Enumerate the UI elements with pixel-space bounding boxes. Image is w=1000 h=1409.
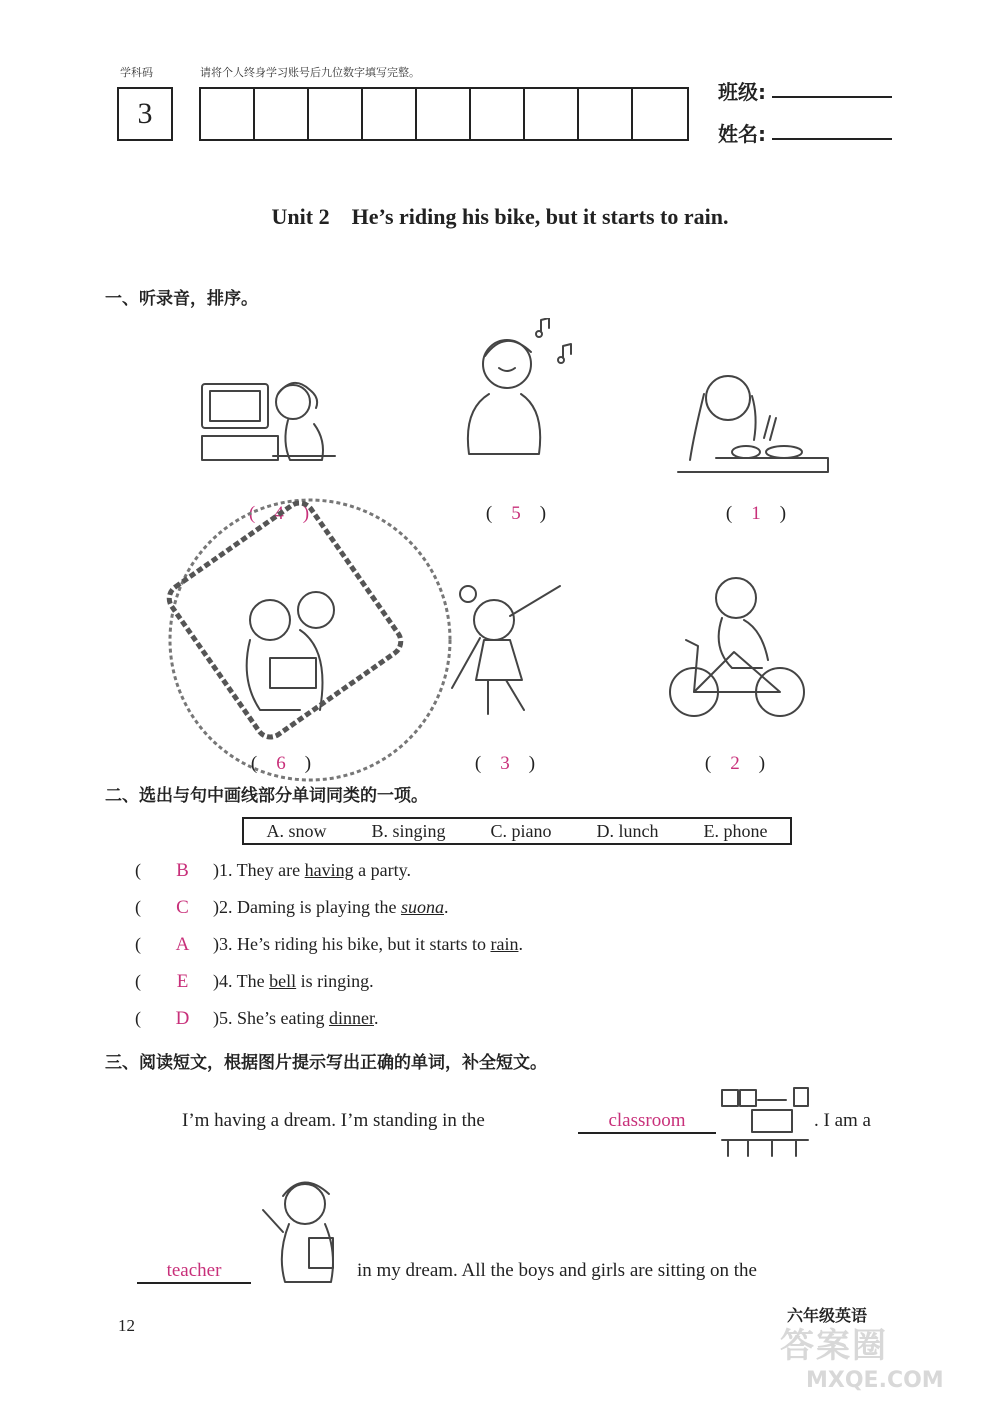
girl-dancing-icon [448, 572, 578, 722]
question-1 [135, 860, 411, 882]
blank-teacher[interactable]: teacher [137, 1260, 251, 1284]
answer-value: 5 [511, 503, 521, 524]
options-box [242, 817, 792, 845]
question-post: . [373, 1008, 379, 1028]
footer-label: 六年级英语 [787, 1306, 868, 1325]
class-label: 班级: [718, 80, 766, 104]
name-label: 姓名: [718, 122, 766, 146]
section1-heading: 一、听录音，排序。 [105, 289, 258, 309]
id-digit-box[interactable] [471, 89, 525, 139]
section2-heading: 二、选出与句中画线部分单词同类的一项。 [105, 786, 428, 806]
option-b: B. singing [371, 820, 446, 841]
id-digit-box[interactable] [525, 89, 579, 139]
girl-eating-icon [676, 368, 836, 478]
underlined-word: rain [490, 934, 519, 954]
subject-code-label: 学科码 [120, 66, 153, 79]
id-digit-box[interactable] [201, 89, 255, 139]
boy-music-icon [455, 318, 585, 478]
subject-code-box [117, 87, 173, 141]
question-pre: )5. She’s eating [213, 1008, 329, 1028]
classroom-icon [718, 1084, 814, 1164]
blank-classroom[interactable]: classroom [578, 1110, 716, 1134]
question-answer[interactable]: E [176, 971, 189, 992]
stamp-icon [160, 470, 460, 790]
answer-value: 1 [751, 503, 761, 524]
underlined-word: having [304, 860, 354, 880]
answer-value: 3 [500, 753, 510, 774]
question-text [213, 860, 411, 881]
underlined-word: dinner [328, 1008, 374, 1028]
class-field[interactable] [772, 96, 892, 98]
question-pre: )1. They are [213, 860, 305, 880]
question-text [213, 1008, 378, 1029]
name-field[interactable] [772, 138, 892, 140]
order-answer-6[interactable]: ( 2 ) [704, 753, 766, 774]
boy-bike-icon [664, 572, 809, 722]
question-answer[interactable]: B [176, 860, 189, 881]
section3-heading: 三、阅读短文，根据图片提示写出正确的单词，补全短文。 [105, 1053, 547, 1073]
id-digit-box[interactable] [417, 89, 471, 139]
underlined-word: suona [400, 897, 444, 917]
question-post: . [444, 897, 449, 917]
order-answer-1[interactable]: ( 4 ) [248, 503, 310, 524]
question-3 [135, 934, 523, 956]
watermark-url: MXQE.COM [806, 1368, 944, 1393]
question-4 [135, 971, 374, 993]
order-answer-5[interactable]: ( 3 ) [474, 753, 536, 774]
question-post: a party. [353, 860, 411, 880]
order-answer-4[interactable]: ( 6 ) [250, 753, 312, 774]
order-answer-2[interactable]: ( 5 ) [485, 503, 547, 524]
option-c: C. piano [490, 820, 552, 841]
id-digit-boxes[interactable] [199, 87, 689, 141]
question-answer[interactable]: A [175, 934, 190, 955]
question-answer[interactable]: C [176, 897, 189, 918]
subject-code: 3 [137, 97, 153, 130]
watermark-site: 答案圈 [780, 1326, 888, 1366]
option-d: D. lunch [596, 820, 659, 841]
question-post: is ringing. [296, 971, 374, 991]
id-digit-box[interactable] [255, 89, 309, 139]
option-e: E. phone [703, 820, 768, 841]
answer-value: 4 [274, 503, 284, 524]
id-instruction: 请将个人终身学习账号后九位数字填写完整。 [200, 66, 420, 79]
paren-open: ( [135, 1008, 141, 1028]
question-text [213, 897, 449, 918]
question-pre: )2. Daming is playing the [213, 897, 401, 917]
paren-open: ( [135, 934, 141, 954]
passage-line2-post: in my dream. All the boys and girls are sitting on the [357, 1260, 757, 1281]
question-5 [135, 1008, 378, 1030]
id-digit-box[interactable] [363, 89, 417, 139]
paren-open: ( [135, 971, 141, 991]
question-answer[interactable]: D [175, 1008, 190, 1029]
underlined-word: bell [269, 971, 297, 991]
answer-value: 2 [730, 753, 740, 774]
id-digit-box[interactable] [633, 89, 687, 139]
question-post: . [518, 934, 523, 954]
paren-open: ( [135, 897, 141, 917]
girl-computer-icon [198, 376, 338, 471]
unit-title: Unit 2 He’s riding his bike, but it starts to rain. [271, 204, 729, 229]
question-2 [135, 897, 449, 919]
page-number: 12 [118, 1316, 135, 1335]
question-pre: )3. He’s riding his bike, but it starts to [213, 934, 491, 954]
id-digit-box[interactable] [309, 89, 363, 139]
answer-value: 6 [276, 753, 286, 774]
option-a: A. snow [266, 820, 327, 841]
question-text [213, 971, 374, 992]
question-text [213, 934, 523, 955]
question-pre: )4. The [213, 971, 270, 991]
id-digit-box[interactable] [579, 89, 633, 139]
order-answer-3[interactable]: ( 1 ) [725, 503, 787, 524]
passage-line1-pre: I’m having a dream. I’m standing in the [182, 1110, 485, 1131]
paren-open: ( [135, 860, 141, 880]
teacher-icon [255, 1176, 355, 1286]
passage-line1-post: . I am a [814, 1110, 871, 1131]
